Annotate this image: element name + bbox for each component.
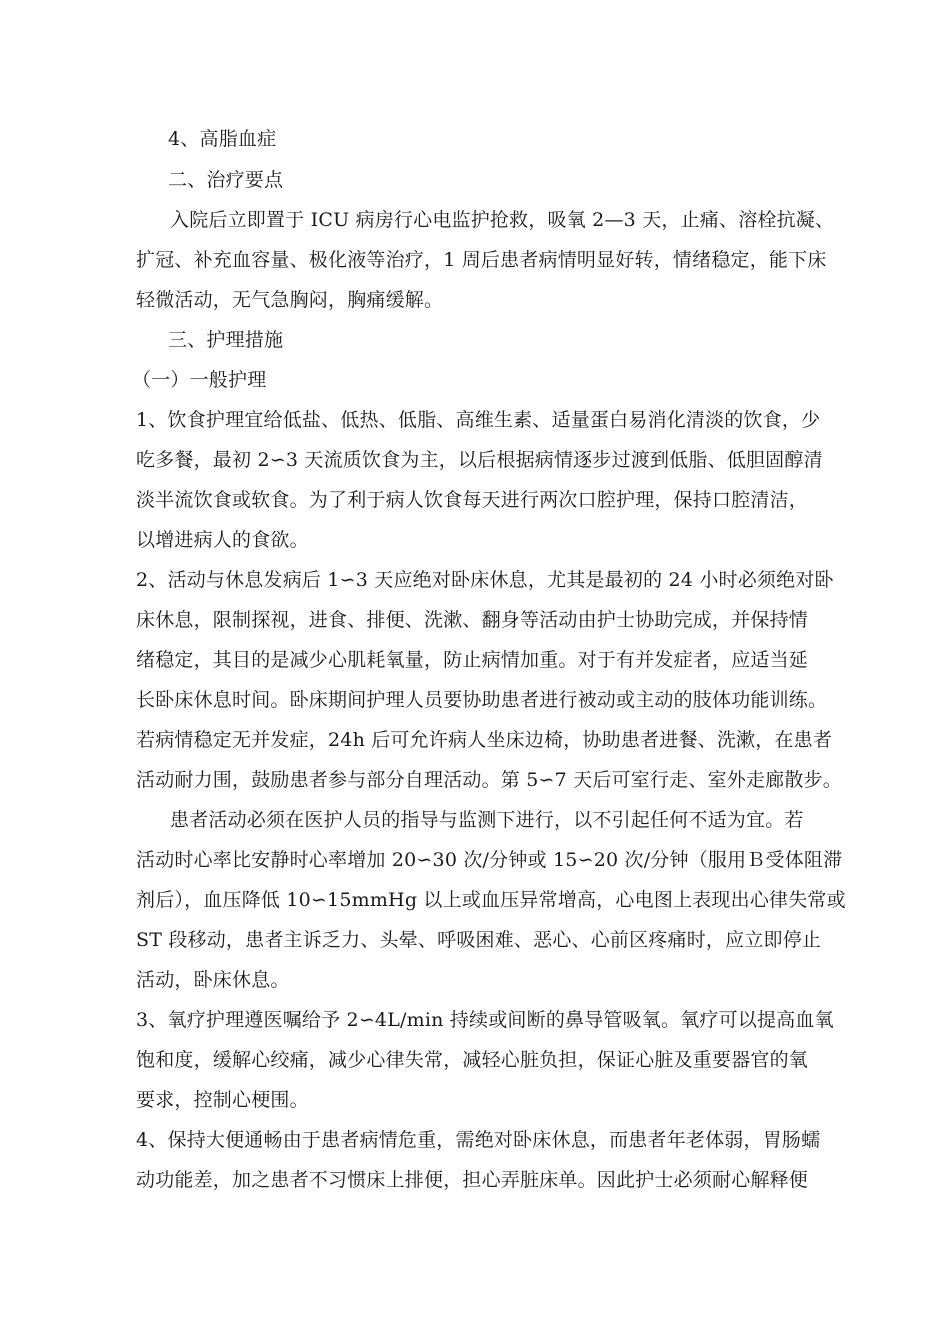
paragraph-line: 剂后），血压降低 10∽15mmHg 以上或血压异常增高，心电图上表现出心律失常或 bbox=[136, 889, 846, 911]
paragraph-line: 活动时心率比安静时心率增加 20∽30 次/分钟或 15∽20 次/分钟（服用Ｂ受体阻滞 bbox=[136, 849, 843, 871]
paragraph-line: 轻微活动，无气急胸闷，胸痛缓解。 bbox=[136, 289, 444, 311]
paragraph-line: 患者活动必须在医护人员的指导与监测下进行，以不引起任何不适为宜。若 bbox=[170, 809, 804, 831]
paragraph-line: 扩冠、补充血容量、极化液等治疗，1 周后患者病情明显好转，情绪稳定，能下床 bbox=[136, 249, 827, 271]
paragraph-line: 淡半流饮食或软食。为了利于病人饮食每天进行两次口腔护理，保持口腔清洁， bbox=[136, 489, 809, 511]
heading-hyperlipidemia: 4、高脂血症 bbox=[168, 128, 277, 150]
paragraph-line: 2、活动与休息发病后 1∽3 天应绝对卧床休息，尤其是最初的 24 小时必须绝对卧 bbox=[136, 569, 834, 591]
paragraph-line: 要求，控制心梗围。 bbox=[136, 1089, 309, 1111]
paragraph-line: 1、饮食护理宜给低盐、低热、低脂、高维生素、适量蛋白易消化清淡的饮食，少 bbox=[136, 409, 821, 431]
paragraph-line: 入院后立即置于 ICU 病房行心电监护抢救，吸氧 2—3 天，止痛、溶栓抗凝、 bbox=[170, 209, 835, 231]
heading-general-nursing: （一）一般护理 bbox=[132, 369, 267, 391]
paragraph-line: 若病情稳定无并发症，24h 后可允许病人坐床边椅，协助患者进餐、洗漱，在患者 bbox=[136, 729, 833, 751]
paragraph-line: 绪稳定，其目的是减少心肌耗氧量，防止病情加重。对于有并发症者，应适当延 bbox=[136, 649, 809, 671]
paragraph-line: 3、氧疗护理遵医嘱给予 2∽4L/min 持续或间断的鼻导管吸氧。氧疗可以提高血氧 bbox=[136, 1009, 834, 1031]
paragraph-line: 饱和度，缓解心绞痛，减少心律失常，减轻心脏负担，保证心脏及重要器官的氧 bbox=[136, 1049, 809, 1071]
heading-treatment-points: 二、治疗要点 bbox=[168, 169, 284, 191]
paragraph-line: 长卧床休息时间。卧床期间护理人员要协助患者进行被动或主动的肢体功能训练。 bbox=[136, 689, 828, 711]
paragraph-line: 吃多餐，最初 2∽3 天流质饮食为主，以后根据病情逐步过渡到低脂、低胆固醇清 bbox=[136, 449, 823, 471]
paragraph-line: 4、保持大便通畅由于患者病情危重，需绝对卧床休息，而患者年老体弱，胃肠蠕 bbox=[136, 1129, 821, 1151]
heading-nursing-measures: 三、护理措施 bbox=[168, 329, 284, 351]
paragraph-line: 活动，卧床休息。 bbox=[136, 969, 290, 991]
paragraph-line: 动功能差，加之患者不习惯床上排便，担心弄脏床单。因此护士必须耐心解释便 bbox=[136, 1169, 809, 1191]
paragraph-line: 床休息，限制探视，进食、排便、洗漱、翻身等活动由护士协助完成，并保持情 bbox=[136, 609, 809, 631]
paragraph-line: ST 段移动，患者主诉乏力、头晕、呼吸困难、恶心、心前区疼痛时，应立即停止 bbox=[136, 929, 822, 951]
paragraph-line: 活动耐力围，鼓励患者参与部分自理活动。第 5∽7 天后可室行走、室外走廊散步。 bbox=[136, 769, 842, 791]
paragraph-line: 以增进病人的食欲。 bbox=[136, 529, 309, 551]
